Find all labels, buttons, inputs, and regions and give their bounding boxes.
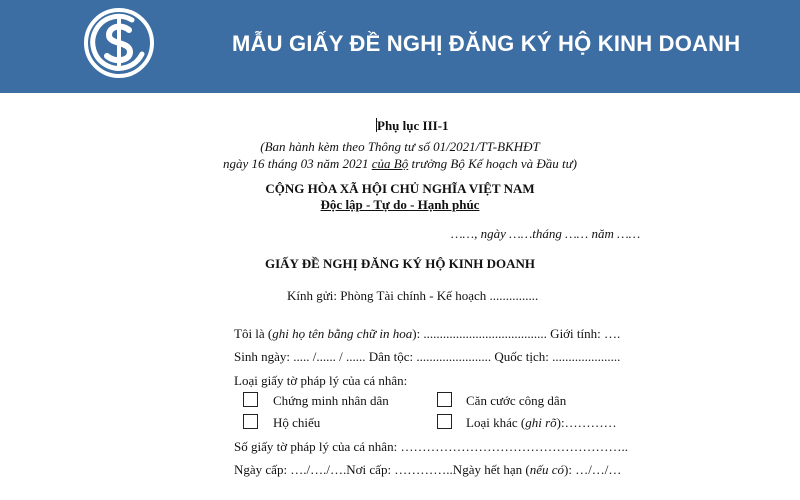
form-title: GIẤY ĐỀ NGHỊ ĐĂNG KÝ HỘ KINH DOANH: [264, 256, 535, 271]
country-name: CỘNG HÒA XÃ HỘI CHỦ NGHĨA VIỆT NAM: [265, 181, 535, 196]
option-cmnd-label: Chứng minh nhân dân: [273, 393, 389, 408]
checkbox-cmnd[interactable]: [243, 392, 258, 407]
option-cccd-label: Căn cước công dân: [466, 393, 567, 408]
recipient-line: Kính gửi: Phòng Tài chính - Kế hoạch ...............: [287, 288, 539, 303]
dollar-coin-logo-icon: [82, 6, 156, 80]
issued-line-1: (Ban hành kèm theo Thông tư số 01/2021/TT-BKHĐT: [260, 139, 540, 154]
header-banner: [0, 0, 800, 93]
id-type-label: Loại giấy tờ pháp lý của cá nhân:: [234, 373, 408, 388]
birth-ethnic-nationality-line: Sinh ngày: ..... /...... / ...... Dân tộc: ....................... Quốc tịch: .....................: [234, 349, 621, 364]
checkbox-passport[interactable]: [243, 414, 258, 429]
id-number-line: Số giấy tờ pháp lý của cá nhân: ……………………………………………..: [234, 439, 628, 454]
checkbox-other[interactable]: [437, 414, 452, 429]
issued-line-2: ngày 16 tháng 03 năm 2021 của Bộ trưởng Bộ Kế hoạch và Đầu tư): [222, 156, 578, 171]
option-other-label: Loại khác (ghi rõ):…………: [466, 415, 617, 430]
document-page: [0, 93, 800, 500]
national-motto: Độc lập - Tự do - Hạnh phúc: [320, 197, 480, 212]
name-gender-line: Tôi là (ghi họ tên bằng chữ in hoa): ...................................... Giới tính: ….: [234, 326, 621, 341]
banner-title: MẪU GIẤY ĐỀ NGHỊ ĐĂNG KÝ HỘ KINH DOANH: [232, 31, 741, 56]
date-line: ……, ngày ……tháng …… năm ……: [451, 226, 641, 241]
option-passport-label: Hộ chiếu: [273, 415, 321, 430]
checkbox-cccd[interactable]: [437, 392, 452, 407]
appendix-label: Phụ lục III-1: [377, 118, 449, 133]
issue-date-place-line: Ngày cấp: …./…./….Nơi cấp: …………..Ngày hết hạn (nếu có): …/…/…: [234, 462, 622, 477]
